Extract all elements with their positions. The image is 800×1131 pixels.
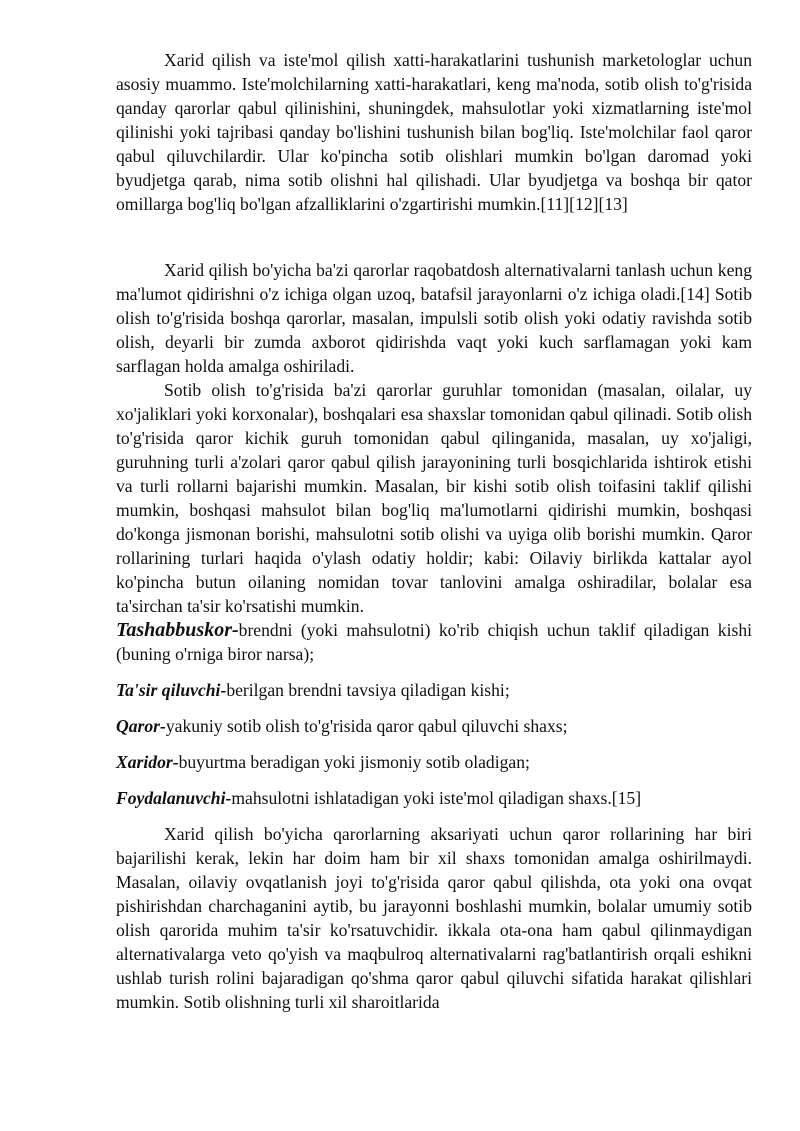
paragraph-spacer <box>116 216 752 258</box>
paragraph-purchase-decisions: Xarid qilish bo'yicha ba'zi qarorlar raqobatdosh alternativalarni tanlash uchun keng ma'lumot qidirishni o'z ichiga olgan uzoq, batafsil jarayonlarni o'z ichiga oladi.[14] Sotib olish to'g'risida boshqa qarorlar, masalan, impulsli sotib olish yoki odatiy ravishda sotib olish, deyarli bir zumda axborot qidirishda vaqt yoki kuch sarflamagan yoki kam sarflagan holda amalga oshiriladi. <box>116 260 752 376</box>
paragraph-group-decisions: Sotib olish to'g'risida ba'zi qarorlar guruhlar tomonidan (masalan, oilalar, uy xo'jaliklari yoki korxonalar), boshqalari esa shaxslar tomonidan qabul qilinadi. Sotib olish to'g'risida qaror kichik guruh tomonidan qabul qilinganida, masalan, uy xo'jaligi, guruhning turli a'zolari qaror qabul qilish jarayonining turli bosqichlarida ishtirok etishi va turli rollarni bajarishi mumkin. Masalan, bir kishi sotib olish toifasini taklif qilishi mumkin, boshqasi mahsulot bilan bog'liq ma'lumotlarni qidirishi mumkin, boshqasi do'konga jismonan borishi, mahsulotni sotib olishi va uyiga olib borishi mumkin. Qaror rollarining turlari haqida o'ylash odatiy holdir; kabi: Oilaviy birlikda kattalar ayol ko'pincha butun oilaning nomidan tovar tanlovini amalga oshiradilar, bolalar esa ta'sirchan ta'sir ko'rsatishi mumkin. <box>116 380 752 616</box>
role-term: Ta'sir qiluvchi- <box>116 680 227 700</box>
role-item-influencer <box>116 678 752 702</box>
role-definition: berilgan brendni tavsiya qiladigan kishi; <box>226 680 510 700</box>
role-definition: brendni (yoki mahsulotni) ko'rib chiqish uchun taklif qiladigan kishi (buning o'rniga biror narsa); <box>116 620 752 664</box>
role-item-decider <box>116 714 752 738</box>
role-term: Qaror- <box>116 716 166 736</box>
paragraph-decision-roles: Xarid qilish bo'yicha qarorlarning aksariyati uchun qaror rollarining har biri bajarilishi kerak, lekin har doim ham bir xil shaxs tomonidan amalga oshirilmaydi. Masalan, oilaviy ovqatlanish joyi to'g'risida qaror qabul qilishda, ota yoki ona ovqat pishirishdan charchaganini aytib, bu jarayonni boshlashi mumkin, bolalar umumiy sotib olish qarorida muhim ta'sir ko'rsatuvchidir. ikkala ota-ona ham qabul qilinmaydigan alternativalarga veto qo'yish va maqbulroq alternativalarni rag'batlantirish orqali eshikni ushlab turish rolini bajaradigan qo'shma qaror qabul qiluvchi sifatida harakat qilishlari mumkin. Sotib olishning turli xil sharoitlarida <box>116 824 752 1012</box>
document-page <box>116 48 752 1014</box>
role-term: Foydalanuvchi- <box>116 788 232 808</box>
role-definition: buyurtma beradigan yoki jismoniy sotib oladigan; <box>178 752 530 772</box>
role-item-user <box>116 786 752 810</box>
role-definition: mahsulotni ishlatadigan yoki iste'mol qiladigan shaxs.[15] <box>231 788 642 808</box>
role-item-initiator <box>116 618 752 666</box>
paragraph-intro: Xarid qilish va iste'mol qilish xatti-harakatlarini tushunish marketologlar uchun asosiy muammo. Iste'molchilarning xatti-harakatlari, keng ma'noda, sotib olish to'g'risida qanday qarorlar qabul qilinishini, shuningdek, mahsulotlar yoki xizmatlarning iste'mol qilinishi yoki tajribasi qanday bo'lishini tushunish bilan bog'liq. Iste'molchilar faol qaror qabul qiluvchilardir. Ular ko'pincha sotib olishlari mumkin bo'lgan daromad yoki byudjetga qarab, nima sotib olishni hal qilishadi. Ular byudjetga va boshqa bir qator omillarga bog'liq bo'lgan afzalliklarini o'zgartirishi mumkin.[11][12][13] <box>116 50 752 214</box>
role-term: Tashabbuskor- <box>116 619 239 641</box>
role-definition: yakuniy sotib olish to'g'risida qaror qabul qiluvchi shaxs; <box>165 716 568 736</box>
role-item-buyer <box>116 750 752 774</box>
role-term: Xaridor- <box>116 752 179 772</box>
